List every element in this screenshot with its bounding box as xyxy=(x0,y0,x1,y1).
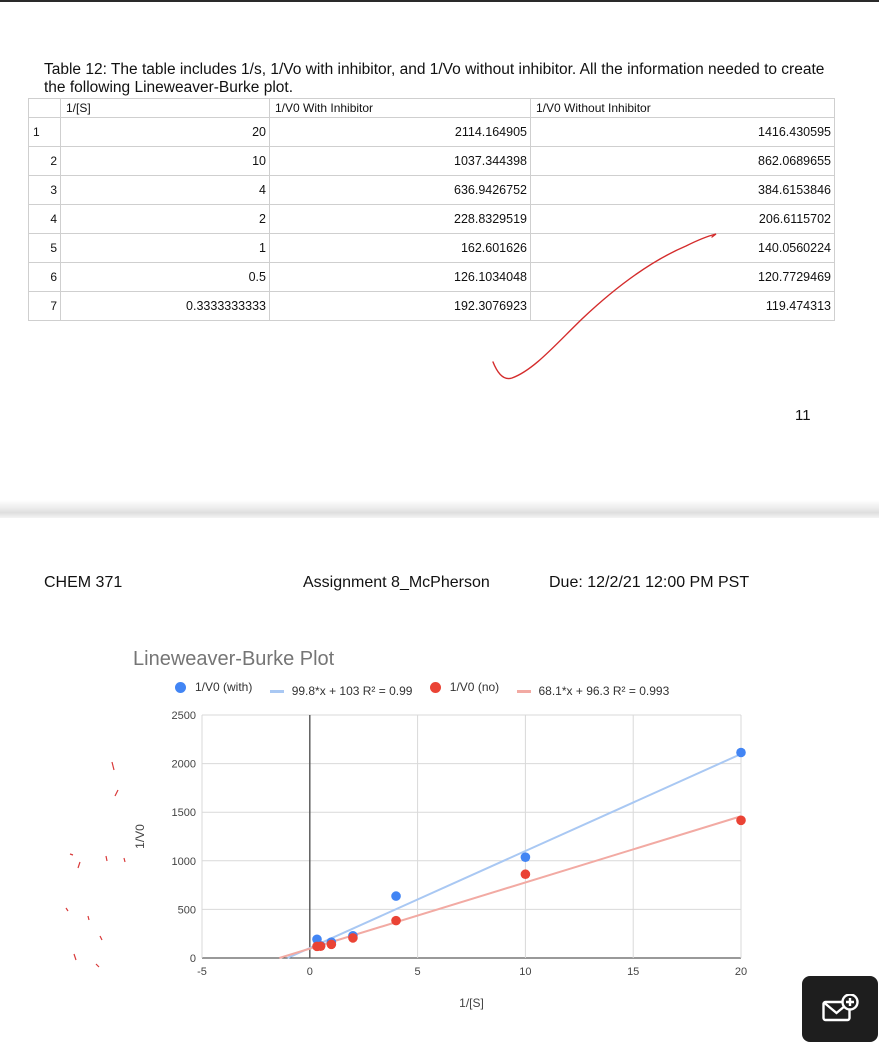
x-tick-label: 15 xyxy=(627,966,640,978)
table-row xyxy=(29,263,835,292)
legend-label-no: 1/V0 (no) xyxy=(449,680,500,694)
without-inhibitor-cell: 120.7729469 xyxy=(531,263,835,292)
scan-artifact-marks xyxy=(60,758,130,978)
y-tick-label: 500 xyxy=(177,904,196,917)
course-header: CHEM 371 xyxy=(44,574,123,591)
data-point-no xyxy=(521,869,531,879)
with-inhibitor-cell: 228.8329519 xyxy=(270,205,531,234)
row-number-cell: 7 xyxy=(29,292,61,321)
page-separator xyxy=(0,500,879,518)
document-page-2 xyxy=(0,518,879,1024)
table-header-row xyxy=(29,99,835,118)
data-point-with xyxy=(391,891,401,901)
row-number-cell: 4 xyxy=(29,205,61,234)
without-inhibitor-cell: 384.6153846 xyxy=(531,176,835,205)
chart-title: Lineweaver-Burke Plot xyxy=(133,648,335,670)
x-tick-label: -5 xyxy=(197,966,207,978)
y-tick-label: 2000 xyxy=(171,758,196,771)
row-number-cell: 2 xyxy=(29,147,61,176)
inverse-substrate-cell: 20 xyxy=(61,118,270,147)
with-inhibitor-cell: 1037.344398 xyxy=(270,147,531,176)
table-row xyxy=(29,292,835,321)
header-with-inhibitor: 1/V0 With Inhibitor xyxy=(270,99,531,118)
without-inhibitor-cell: 140.0560224 xyxy=(531,234,835,263)
y-tick-label: 1000 xyxy=(171,855,196,868)
with-inhibitor-cell: 2114.164905 xyxy=(270,118,531,147)
trendline-with xyxy=(288,754,741,958)
page-number: 11 xyxy=(795,407,811,424)
mail-plus-icon xyxy=(822,994,860,1024)
legend-label-with: 1/V0 (with) xyxy=(195,680,253,694)
document-page-1 xyxy=(0,0,879,500)
data-point-no xyxy=(348,933,358,943)
lineweaver-burke-chart xyxy=(0,518,879,1024)
header-without-inhibitor: 1/V0 Without Inhibitor xyxy=(531,99,835,118)
with-inhibitor-cell: 636.9426752 xyxy=(270,176,531,205)
header-corner xyxy=(29,99,61,118)
x-tick-label: 0 xyxy=(306,966,313,978)
y-axis-title: 1/V0 xyxy=(133,824,147,849)
data-point-no xyxy=(327,940,337,950)
table-row xyxy=(29,118,835,147)
inverse-substrate-cell: 10 xyxy=(61,147,270,176)
assignment-header: Assignment 8_McPherson xyxy=(303,574,490,591)
row-number-cell: 1 xyxy=(29,118,61,147)
inverse-substrate-cell: 4 xyxy=(61,176,270,205)
without-inhibitor-cell: 119.474313 xyxy=(531,292,835,321)
with-inhibitor-cell: 126.1034048 xyxy=(270,263,531,292)
legend-trend-label-no: 68.1*x + 96.3 R² = 0.993 xyxy=(538,684,670,698)
y-tick-label: 0 xyxy=(189,953,196,965)
x-axis-title: 1/[S] xyxy=(459,996,484,1010)
table-row xyxy=(29,147,835,176)
y-tick-label: 1500 xyxy=(171,807,196,820)
table-row xyxy=(29,176,835,205)
with-inhibitor-cell: 162.601626 xyxy=(270,234,531,263)
data-point-with xyxy=(736,748,746,758)
table-caption: Table 12: The table includes 1/s, 1/Vo with inhibitor, and 1/Vo without inhibitor. All the information needed to create the following Lineweaver-Burke plot. xyxy=(44,61,825,96)
row-number-cell: 5 xyxy=(29,234,61,263)
data-point-no xyxy=(736,816,746,826)
x-tick-label: 5 xyxy=(414,966,421,978)
data-point-with xyxy=(521,852,531,862)
without-inhibitor-cell: 206.6115702 xyxy=(531,205,835,234)
inverse-substrate-cell: 0.3333333333 xyxy=(61,292,270,321)
data-table xyxy=(28,98,835,321)
table-row xyxy=(29,205,835,234)
y-tick-label: 2500 xyxy=(171,710,196,722)
due-date-header: Due: 12/2/21 12:00 PM PST xyxy=(549,574,750,591)
x-tick-label: 20 xyxy=(734,966,748,978)
x-tick-label: 10 xyxy=(519,966,532,978)
row-number-cell: 3 xyxy=(29,176,61,205)
data-point-no xyxy=(312,942,322,952)
without-inhibitor-cell: 862.0689655 xyxy=(531,147,835,176)
legend-trend-label-with: 99.8*x + 103 R² = 0.99 xyxy=(291,684,413,698)
with-inhibitor-cell: 192.3076923 xyxy=(270,292,531,321)
inverse-substrate-cell: 2 xyxy=(61,205,270,234)
without-inhibitor-cell: 1416.430595 xyxy=(531,118,835,147)
data-point-no xyxy=(391,916,401,926)
table-row xyxy=(29,234,835,263)
row-number-cell: 6 xyxy=(29,263,61,292)
add-to-inbox-button[interactable] xyxy=(802,976,878,1042)
header-inverse-substrate: 1/[S] xyxy=(61,99,270,118)
inverse-substrate-cell: 1 xyxy=(61,234,270,263)
inverse-substrate-cell: 0.5 xyxy=(61,263,270,292)
